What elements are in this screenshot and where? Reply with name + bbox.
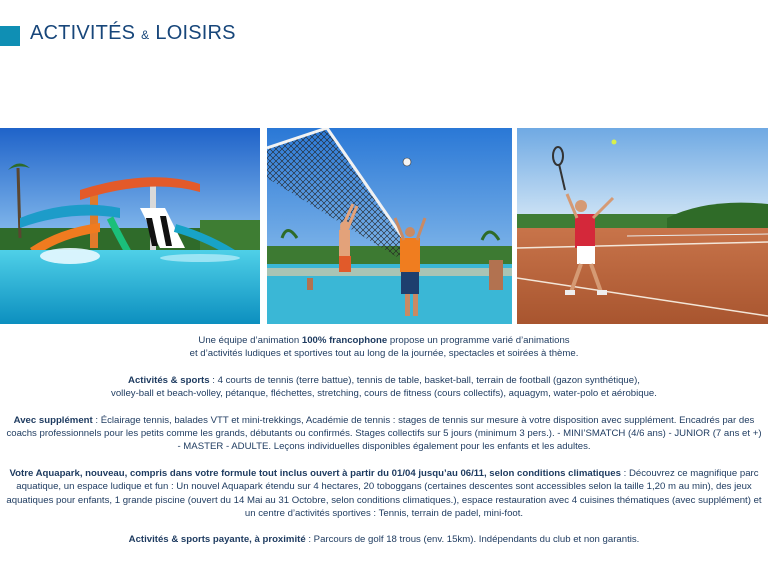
paid-text: : Parcours de golf 18 trous (env. 15km). Indépendants du club et non garantis. <box>305 534 640 546</box>
intro-text-a: Une équipe d’animation <box>198 335 302 346</box>
title-ampersand: & <box>141 28 150 42</box>
intro-paragraph <box>6 334 762 361</box>
description-text <box>6 334 762 560</box>
intro-text-c: propose un programme varié d’animations <box>387 335 570 346</box>
supplement-heading: Avec supplément <box>13 414 93 426</box>
supplement-text: : Éclairage tennis, balades VTT et mini-trekkings, Académie de tennis : stages de tennis sur mesure à votre disposition avec supplément. Encadrés par des coachs professionnels pour les petits comme les grands, débutants ou confirmés. Stages collectifs sur 5 jours (minimum 3 pers.). - MINI’SMATCH (4/6 ans) - JUNIOR (7 ans et +) - MASTER - ADULTE. Leçons individuelles disponibles également pour les enfants et les adultes. <box>6 414 762 453</box>
intro-francophone: 100% francophone <box>301 335 388 346</box>
intro-text-d: et d’activités ludiques et sportives tout au long de la journée, spectacles et soirées à thème. <box>189 348 579 360</box>
paid-activities-paragraph <box>6 533 762 546</box>
page-title <box>30 22 236 45</box>
photo-strip <box>0 128 768 324</box>
beach-volleyball-photo <box>267 128 512 324</box>
sports-text-1: : 4 courts de tennis (terre battue), tennis de table, basket-ball, terrain de football (gazon synthétique), <box>209 374 640 386</box>
sports-heading: Activités & sports <box>128 374 210 386</box>
aquapark-paragraph <box>6 467 762 521</box>
title-part-2: LOISIRS <box>155 22 236 44</box>
aquapark-heading: Votre Aquapark, nouveau, compris dans votre formule tout inclus ouvert à partir du 01/04 jusqu’au 06/11, selon conditions climatiques <box>9 467 621 479</box>
title-part-1: ACTIVITÉS <box>30 22 136 44</box>
supplement-paragraph <box>6 414 762 454</box>
tennis-player-photo <box>517 128 768 324</box>
paid-heading: Activités & sports payante, à proximité <box>128 534 306 546</box>
aquapark-text: : Découvrez ce magnifique parc aquatique, un espace ludique et fun : Un nouvel Aquapark étendu sur 4 hectares, 20 toboggans (certaines descentes sont accessibles selon la taille 1,20 m au min), des jeux aquatiques pour enfants, 1 grande piscine (ouvert du 14 Mai au 31 Octobre, selon conditions climatiques.), espace restauration avec 4 cuisines thématiques (avec supplément) et un centre d’activités sportives : Tennis, terrain de padel, mini-foot. <box>6 467 762 520</box>
sports-text-2: volley-ball et beach-volley, pétanque, fléchettes, stretching, cours de fitness (cours collectifs), aquagym, water-polo et aérobique. <box>111 388 657 400</box>
title-accent-square <box>0 26 20 46</box>
sports-paragraph <box>6 374 762 401</box>
waterpark-photo <box>0 128 260 324</box>
